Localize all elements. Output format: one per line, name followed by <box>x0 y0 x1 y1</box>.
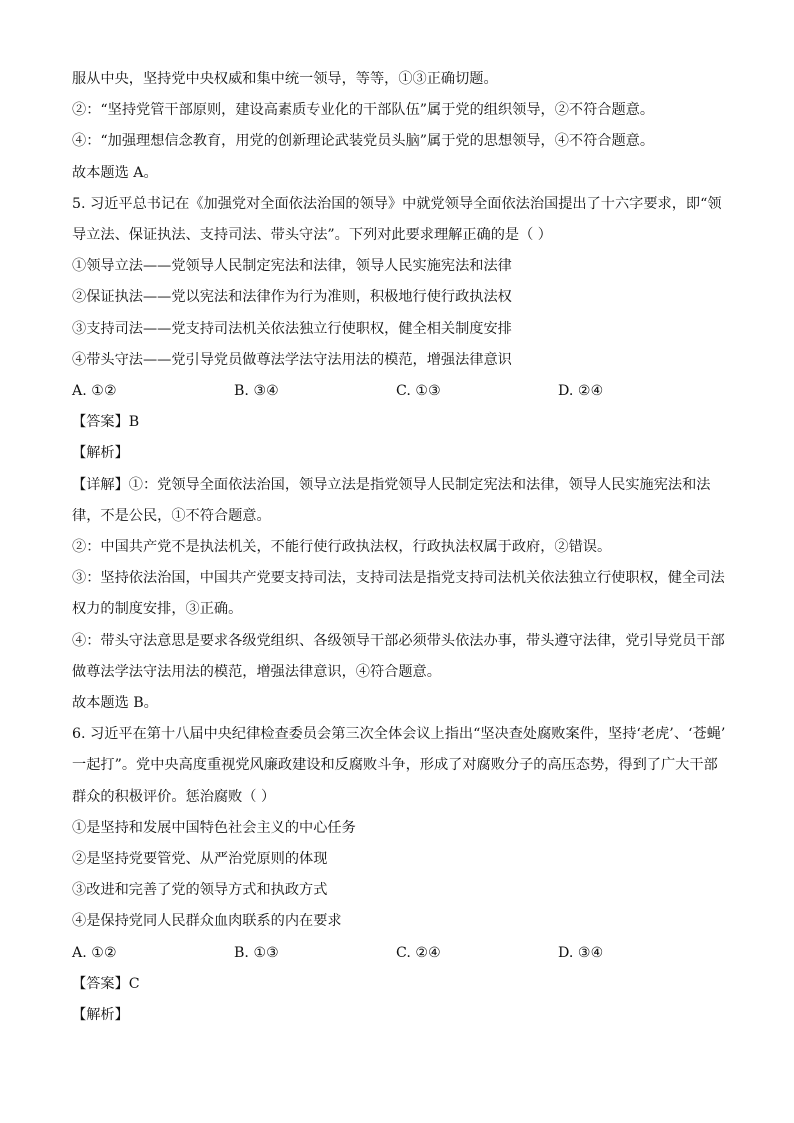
q6-option-b: B. ①③ <box>234 944 279 961</box>
prev-analysis-line-3: ④：“加强理想信念教育，用党的创新理论武装党员头脑”属于党的思想领导，④不符合题意。 <box>72 133 655 150</box>
q5-options <box>72 376 722 407</box>
q5-conclusion: 故本题选 B。 <box>72 695 158 712</box>
prev-conclusion: 故本题选 A。 <box>72 164 158 181</box>
q6-stem-line-3: 群众的积极评价。惩治腐败（ ） <box>72 788 276 805</box>
q6-item-1: ①是坚持和发展中国特色社会主义的中心任务 <box>72 819 356 836</box>
q6-options <box>72 938 722 969</box>
q6-stem-line-1: 6. 习近平在第十八届中央纪律检查委员会第三次全体会议上指出“坚决查处腐败案件，坚持‘老虎’、‘苍蝇’ <box>72 726 726 743</box>
q5-detail-line-7: 做尊法学法守法用法的模范，增强法律意识，④符合题意。 <box>72 663 441 680</box>
q6-item-4: ④是保持党同人民群众血肉联系的内在要求 <box>72 913 342 930</box>
q5-detail-line-2: 律，不是公民，①不符合题意。 <box>72 507 271 524</box>
q6-option-c: C. ②④ <box>396 944 441 961</box>
q5-detail-line-4: ③：坚持依法治国，中国共产党要支持司法，支持司法是指党支持司法机关依法独立行使职权，健全司法 <box>72 570 725 587</box>
q5-item-2: ②保证执法——党以宪法和法律作为行为准则，积极地行使行政执法权 <box>72 289 512 306</box>
q5-option-b: B. ③④ <box>234 383 279 400</box>
q6-analysis-label: 【解析】 <box>72 1007 129 1024</box>
q5-analysis-label: 【解析】 <box>72 445 129 462</box>
q5-detail-line-1: 【详解】①：党领导全面依法治国，领导立法是指党领导人民制定宪法和法律，领导人民实施宪法和法 <box>72 476 711 493</box>
q5-option-c: C. ①③ <box>396 383 441 400</box>
q5-detail-line-5: 权力的制度安排，③正确。 <box>72 601 243 618</box>
q6-option-a: A. ①② <box>72 944 117 961</box>
q5-stem-line-2: 导立法、保证执法、支持司法、带头守法”。下列对此要求理解正确的是（ ） <box>72 227 552 244</box>
q5-detail-line-6: ④：带头守法意思是要求各级党组织、各级领导干部必须带头依法办事，带头遵守法律，党引导党员干部 <box>72 632 725 649</box>
q6-option-d: D. ③④ <box>558 944 604 961</box>
prev-analysis-line-2: ②：“坚持党管干部原则，建设高素质专业化的干部队伍”属于党的组织领导，②不符合题意。 <box>72 102 655 119</box>
q6-stem-line-2: 一起打”。党中央高度重视党风廉政建设和反腐败斗争，形成了对腐败分子的高压态势，得到了广大干部 <box>72 757 718 774</box>
q6-item-2: ②是坚持党要管党、从严治党原则的体现 <box>72 851 328 868</box>
q5-item-1: ①领导立法——党领导人民制定宪法和法律，领导人民实施宪法和法律 <box>72 258 512 275</box>
q6-answer: 【答案】C <box>72 975 140 992</box>
q5-item-3: ③支持司法——党支持司法机关依法独立行使职权，健全相关制度安排 <box>72 320 512 337</box>
q5-item-4: ④带头守法——党引导党员做尊法学法守法用法的模范，增强法律意识 <box>72 351 512 368</box>
q5-option-d: D. ②④ <box>558 383 604 400</box>
q5-answer: 【答案】B <box>72 414 140 431</box>
q5-stem-line-1: 5. 习近平总书记在《加强党对全面依法治国的领导》中就党领导全面依法治国提出了十六字要求，即“领 <box>72 195 722 212</box>
q6-item-3: ③改进和完善了党的领导方式和执政方式 <box>72 882 328 899</box>
q5-option-a: A. ①② <box>72 383 117 400</box>
prev-analysis-line-1: 服从中央，坚持党中央权威和集中统一领导，等等，①③正确切题。 <box>72 71 498 87</box>
q5-detail-line-3: ②：中国共产党不是执法机关，不能行使行政执法权，行政执法权属于政府，②错误。 <box>72 539 612 556</box>
